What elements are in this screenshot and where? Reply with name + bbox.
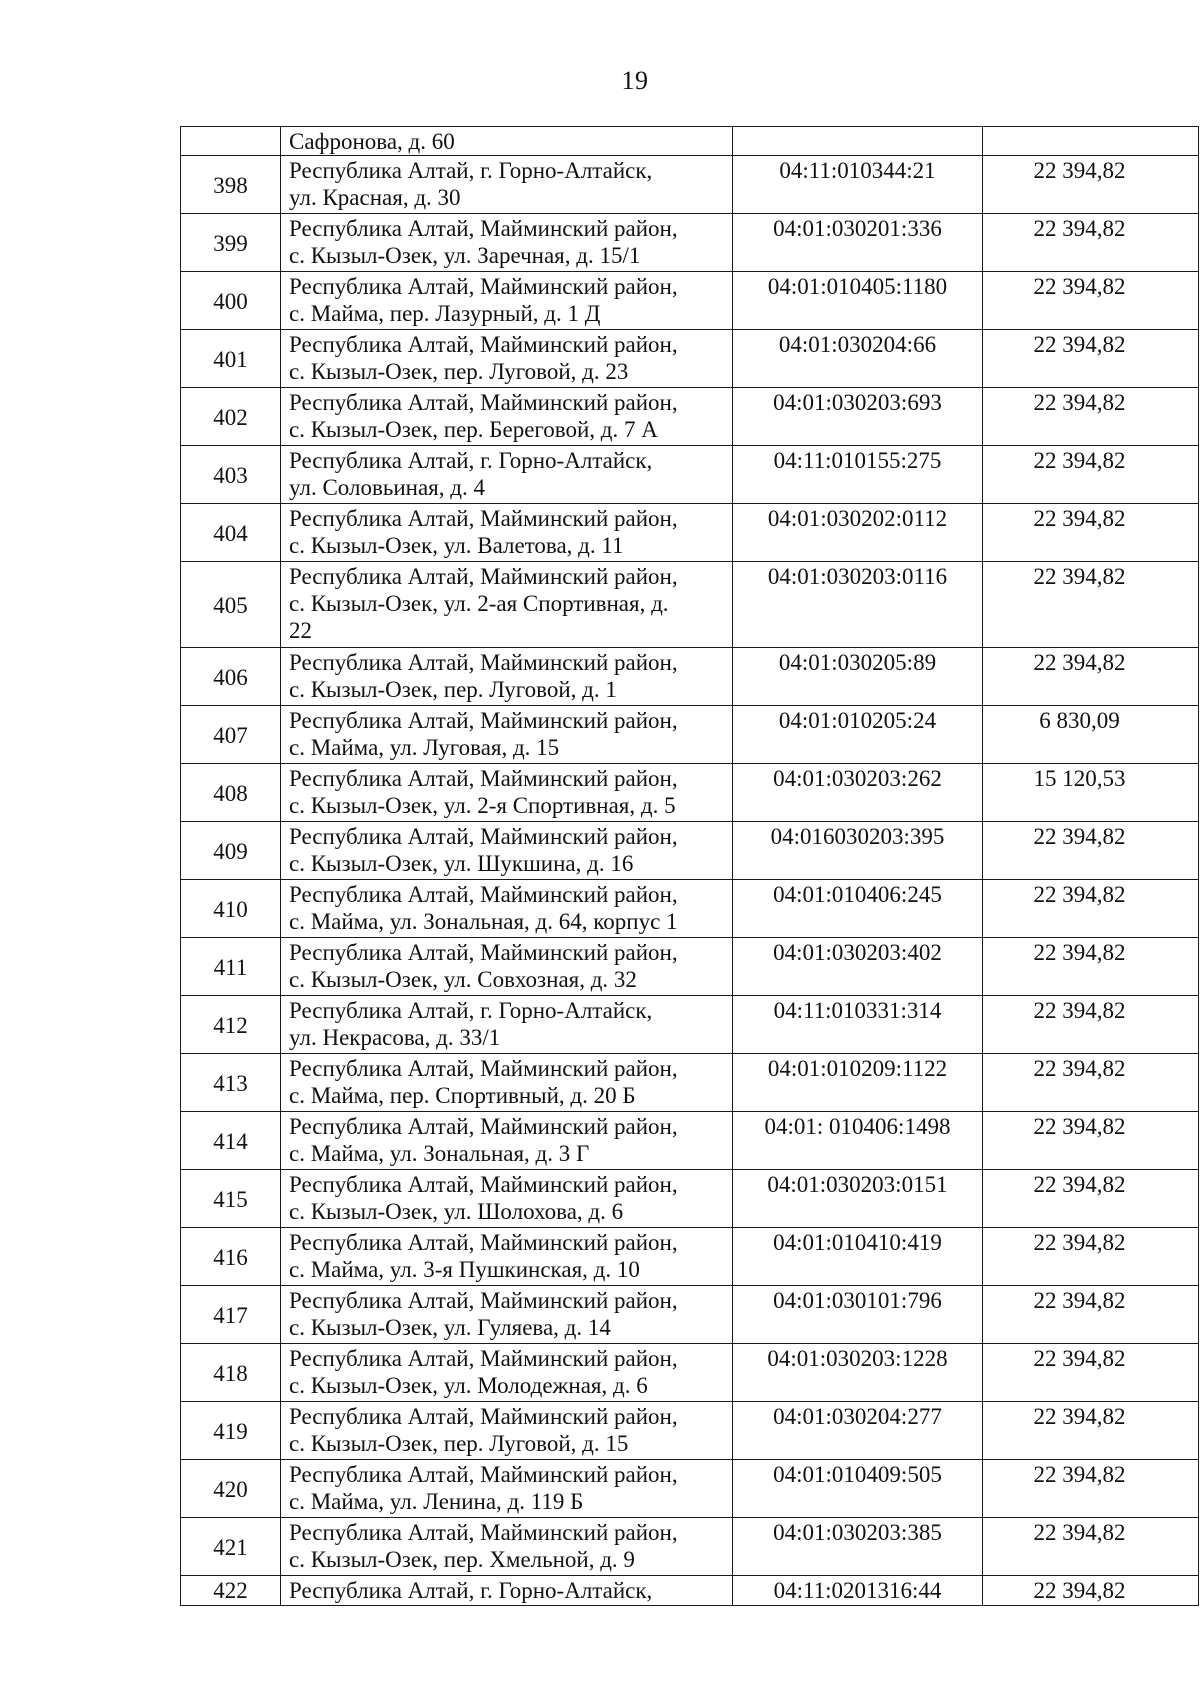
row-number-cell: 410 — [181, 880, 281, 938]
address-cell — [281, 504, 733, 562]
table-row — [181, 1286, 1199, 1344]
table-row — [181, 1518, 1199, 1576]
address-cell — [281, 1112, 733, 1170]
row-number-cell: 419 — [181, 1402, 281, 1460]
cadastral-number-cell: 04:01:030201:336 — [733, 214, 983, 272]
table-body — [181, 127, 1199, 1606]
table-row — [181, 446, 1199, 504]
address-line: Республика Алтай, Майминский район, — [289, 1288, 678, 1313]
address-line: ул. Некрасова, д. 33/1 — [289, 1025, 501, 1050]
cadastral-number-cell: 04:01:010405:1180 — [733, 272, 983, 330]
address-line: 22 — [289, 618, 312, 643]
address-line: с. Майма, ул. Зональная, д. 3 Г — [289, 1141, 590, 1166]
address-line: с. Кызыл-Озек, ул. Шолохова, д. 6 — [289, 1199, 624, 1224]
row-number-cell: 412 — [181, 996, 281, 1054]
value-cell: 22 394,82 — [983, 1170, 1199, 1228]
row-number-cell: 402 — [181, 388, 281, 446]
address-line: с. Кызыл-Озек, ул. 2-я Спортивная, д. 5 — [289, 793, 676, 818]
value-cell: 22 394,82 — [983, 156, 1199, 214]
address-cell: Сафронова, д. 60 — [281, 127, 733, 156]
table-row — [181, 1170, 1199, 1228]
row-number-cell: 398 — [181, 156, 281, 214]
value-cell: 22 394,82 — [983, 1112, 1199, 1170]
address-line: с. Кызыл-Озек, ул. Заречная, д. 15/1 — [289, 243, 641, 268]
cadastral-number-cell: 04:01:030204:277 — [733, 1402, 983, 1460]
address-line: Республика Алтай, Майминский район, — [289, 766, 678, 791]
address-cell — [281, 388, 733, 446]
value-cell — [983, 127, 1199, 156]
address-line: Республика Алтай, Майминский район, — [289, 1056, 678, 1081]
address-line: с. Майма, ул. 3-я Пушкинская, д. 10 — [289, 1257, 640, 1282]
cadastral-number-cell: 04:01:030204:66 — [733, 330, 983, 388]
cadastral-number-cell: 04:01:030203:402 — [733, 938, 983, 996]
table-row — [181, 706, 1199, 764]
address-line: Республика Алтай, Майминский район, — [289, 506, 678, 531]
value-cell: 22 394,82 — [983, 822, 1199, 880]
address-line: с. Кызыл-Озек, ул. 2-ая Спортивная, д. — [289, 591, 669, 616]
address-line: Республика Алтай, Майминский район, — [289, 1462, 678, 1487]
address-line: Республика Алтай, Майминский район, — [289, 1404, 678, 1429]
value-cell: 22 394,82 — [983, 1286, 1199, 1344]
cadastral-number-cell: 04:01:010410:419 — [733, 1228, 983, 1286]
value-cell: 22 394,82 — [983, 648, 1199, 706]
cadastral-number-cell: 04:01:010409:505 — [733, 1460, 983, 1518]
address-cell — [281, 330, 733, 388]
table-row — [181, 504, 1199, 562]
address-cell — [281, 706, 733, 764]
page-number: 19 — [621, 66, 649, 95]
property-table — [180, 126, 1199, 1606]
row-number-cell: 414 — [181, 1112, 281, 1170]
cadastral-number-cell: 04:01:030205:89 — [733, 648, 983, 706]
value-cell: 22 394,82 — [983, 562, 1199, 648]
row-number-cell: 413 — [181, 1054, 281, 1112]
table-row — [181, 1054, 1199, 1112]
address-cell — [281, 446, 733, 504]
value-cell: 22 394,82 — [983, 1344, 1199, 1402]
value-cell: 22 394,82 — [983, 330, 1199, 388]
row-number-cell: 421 — [181, 1518, 281, 1576]
value-cell: 22 394,82 — [983, 1576, 1199, 1606]
cadastral-number-cell: 04:01:030203:0116 — [733, 562, 983, 648]
address-cell — [281, 764, 733, 822]
address-line: с. Майма, ул. Луговая, д. 15 — [289, 735, 560, 760]
row-number-cell: 411 — [181, 938, 281, 996]
value-cell: 22 394,82 — [983, 1460, 1199, 1518]
table-row — [181, 1576, 1199, 1606]
value-cell: 22 394,82 — [983, 272, 1199, 330]
table-row — [181, 214, 1199, 272]
address-line: Республика Алтай, Майминский район, — [289, 1230, 678, 1255]
address-cell — [281, 214, 733, 272]
value-cell: 6 830,09 — [983, 706, 1199, 764]
value-cell: 22 394,82 — [983, 446, 1199, 504]
row-number-cell: 416 — [181, 1228, 281, 1286]
row-number-cell: 418 — [181, 1344, 281, 1402]
address-line: с. Кызыл-Озек, ул. Валетова, д. 11 — [289, 533, 624, 558]
row-number-cell: 405 — [181, 562, 281, 648]
table-row — [181, 156, 1199, 214]
address-line: с. Майма, пер. Лазурный, д. 1 Д — [289, 301, 601, 326]
cadastral-number-cell: 04:01:010209:1122 — [733, 1054, 983, 1112]
row-number-cell: 399 — [181, 214, 281, 272]
address-line: Республика Алтай, Майминский район, — [289, 708, 678, 733]
address-cell — [281, 272, 733, 330]
address-cell — [281, 1460, 733, 1518]
table-row — [181, 562, 1199, 648]
cadastral-number-cell: 04:11:010344:21 — [733, 156, 983, 214]
cadastral-number-cell: 04:01:030101:796 — [733, 1286, 983, 1344]
value-cell: 22 394,82 — [983, 1228, 1199, 1286]
table-row — [181, 1344, 1199, 1402]
row-number-cell: 417 — [181, 1286, 281, 1344]
table-row — [181, 938, 1199, 996]
cadastral-number-cell: 04:01: 010406:1498 — [733, 1112, 983, 1170]
row-number-cell: 403 — [181, 446, 281, 504]
address-line: Республика Алтай, Майминский район, — [289, 1346, 678, 1371]
row-number-cell: 404 — [181, 504, 281, 562]
address-cell — [281, 1170, 733, 1228]
cadastral-number-cell: 04:11:010331:314 — [733, 996, 983, 1054]
value-cell: 15 120,53 — [983, 764, 1199, 822]
row-number-cell: 406 — [181, 648, 281, 706]
address-line: с. Майма, ул. Зональная, д. 64, корпус 1 — [289, 909, 678, 934]
address-cell — [281, 1228, 733, 1286]
cadastral-number-cell: 04:01:030203:262 — [733, 764, 983, 822]
row-number-cell: 407 — [181, 706, 281, 764]
address-line: с. Кызыл-Озек, пер. Луговой, д. 23 — [289, 359, 629, 384]
address-line: с. Кызыл-Озек, ул. Молодежная, д. 6 — [289, 1373, 648, 1398]
address-line: Республика Алтай, Майминский район, — [289, 824, 678, 849]
address-line: Республика Алтай, Майминский район, — [289, 216, 678, 241]
cadastral-number-cell: 04:01:030203:0151 — [733, 1170, 983, 1228]
table-row-continuation — [181, 127, 1199, 156]
address-line: с. Майма, пер. Спортивный, д. 20 Б — [289, 1083, 636, 1108]
address-line: Республика Алтай, г. Горно-Алтайск, — [289, 158, 653, 183]
table-row — [181, 1460, 1199, 1518]
address-cell — [281, 562, 733, 648]
address-line: с. Кызыл-Озек, пер. Луговой, д. 1 — [289, 677, 617, 702]
address-cell: Республика Алтай, г. Горно-Алтайск, — [281, 1576, 733, 1606]
value-cell: 22 394,82 — [983, 880, 1199, 938]
address-line: Республика Алтай, Майминский район, — [289, 940, 678, 965]
value-cell: 22 394,82 — [983, 1402, 1199, 1460]
address-cell — [281, 1518, 733, 1576]
address-line: Республика Алтай, Майминский район, — [289, 882, 678, 907]
address-cell — [281, 938, 733, 996]
address-line: Республика Алтай, г. Горно-Алтайск, — [289, 448, 653, 473]
address-line: Республика Алтай, Майминский район, — [289, 1520, 678, 1545]
row-number-cell — [181, 127, 281, 156]
address-cell — [281, 1286, 733, 1344]
value-cell: 22 394,82 — [983, 996, 1199, 1054]
address-cell — [281, 1402, 733, 1460]
address-line: Республика Алтай, Майминский район, — [289, 564, 678, 589]
cadastral-number-cell — [733, 127, 983, 156]
row-number-cell: 420 — [181, 1460, 281, 1518]
address-cell — [281, 1344, 733, 1402]
cadastral-number-cell: 04:01:030203:1228 — [733, 1344, 983, 1402]
address-line: с. Кызыл-Озек, пер. Береговой, д. 7 А — [289, 417, 658, 442]
address-line: Республика Алтай, Майминский район, — [289, 274, 678, 299]
address-line: с. Кызыл-Озек, ул. Гуляева, д. 14 — [289, 1315, 611, 1340]
address-line: с. Майма, ул. Ленина, д. 119 Б — [289, 1489, 584, 1514]
address-line: с. Кызыл-Озек, пер. Луговой, д. 15 — [289, 1431, 629, 1456]
address-line: Республика Алтай, Майминский район, — [289, 390, 678, 415]
table-row — [181, 330, 1199, 388]
address-line: ул. Соловьиная, д. 4 — [289, 475, 485, 500]
value-cell: 22 394,82 — [983, 504, 1199, 562]
value-cell: 22 394,82 — [983, 1518, 1199, 1576]
address-line: с. Кызыл-Озек, пер. Хмельной, д. 9 — [289, 1547, 635, 1572]
address-line: Республика Алтай, Майминский район, — [289, 332, 678, 357]
cadastral-number-cell: 04:01:010205:24 — [733, 706, 983, 764]
address-cell — [281, 996, 733, 1054]
address-line: с. Кызыл-Озек, ул. Шукшина, д. 16 — [289, 851, 634, 876]
table-row — [181, 272, 1199, 330]
row-number-cell: 400 — [181, 272, 281, 330]
address-line: Республика Алтай, Майминский район, — [289, 1114, 678, 1139]
value-cell: 22 394,82 — [983, 388, 1199, 446]
row-number-cell: 409 — [181, 822, 281, 880]
table-row — [181, 764, 1199, 822]
row-number-cell: 422 — [181, 1576, 281, 1606]
address-cell — [281, 880, 733, 938]
row-number-cell: 408 — [181, 764, 281, 822]
address-line: ул. Красная, д. 30 — [289, 185, 461, 210]
value-cell: 22 394,82 — [983, 938, 1199, 996]
cadastral-number-cell: 04:016030203:395 — [733, 822, 983, 880]
address-cell — [281, 156, 733, 214]
cadastral-number-cell: 04:01:030203:385 — [733, 1518, 983, 1576]
row-number-cell: 401 — [181, 330, 281, 388]
cadastral-number-cell: 04:11:0201316:44 — [733, 1576, 983, 1606]
address-line: Республика Алтай, Майминский район, — [289, 1172, 678, 1197]
cadastral-number-cell: 04:11:010155:275 — [733, 446, 983, 504]
table-row — [181, 880, 1199, 938]
address-cell — [281, 648, 733, 706]
row-number-cell: 415 — [181, 1170, 281, 1228]
address-cell — [281, 822, 733, 880]
table-row — [181, 1402, 1199, 1460]
table-row — [181, 1112, 1199, 1170]
table-row — [181, 822, 1199, 880]
cadastral-number-cell: 04:01:030202:0112 — [733, 504, 983, 562]
cadastral-number-cell: 04:01:030203:693 — [733, 388, 983, 446]
value-cell: 22 394,82 — [983, 214, 1199, 272]
table-row — [181, 996, 1199, 1054]
cadastral-number-cell: 04:01:010406:245 — [733, 880, 983, 938]
table-row — [181, 388, 1199, 446]
table-row — [181, 1228, 1199, 1286]
address-line: Республика Алтай, г. Горно-Алтайск, — [289, 998, 653, 1023]
value-cell: 22 394,82 — [983, 1054, 1199, 1112]
address-cell — [281, 1054, 733, 1112]
address-line: с. Кызыл-Озек, ул. Совхозная, д. 32 — [289, 967, 637, 992]
address-line: Республика Алтай, Майминский район, — [289, 650, 678, 675]
table-row — [181, 648, 1199, 706]
